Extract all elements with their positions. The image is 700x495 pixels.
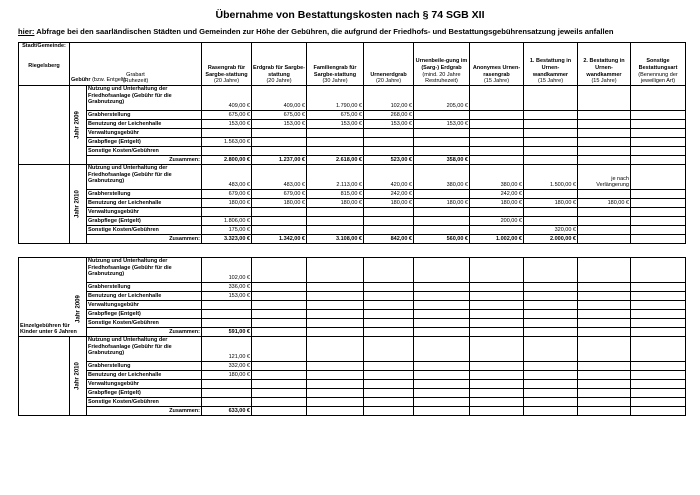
total-cell: 1.237,00 € [252, 156, 307, 165]
year-2009-label: Jahr 2009 [70, 86, 87, 165]
table-row [19, 407, 686, 416]
table-row [19, 301, 686, 310]
cell: 180,00 € [414, 199, 470, 208]
table-row [19, 362, 686, 371]
row-label-nutzung: Nutzung und Unterhaltung der Friedhofsanlage (Gebühr für die Grabnutzung) [87, 337, 202, 362]
cell: 180,00 € [307, 199, 364, 208]
table-row [19, 328, 686, 337]
cell: 409,00 € [202, 86, 252, 111]
gebuehr-label: Gebühr [71, 77, 91, 84]
row-label-sonstige: Sonstige Kosten/Gebühren [87, 226, 202, 235]
total-cell: 591,00 € [202, 328, 252, 337]
table-row [19, 156, 686, 165]
cell: 1.563,00 € [202, 138, 252, 147]
city-cell [19, 43, 70, 86]
total-cell: 2.618,00 € [307, 156, 364, 165]
table-row [19, 319, 686, 328]
child-year-2010-label: Jahr 2010 [70, 337, 87, 416]
cell: 380,00 € [470, 165, 524, 190]
col-header-1: Rasengrab für Sargbe-stattung (20 Jahre) [202, 43, 252, 86]
total-cell: 2.800,00 € [202, 156, 252, 165]
table-row [19, 398, 686, 407]
row-label-nutzung: Nutzung und Unterhaltung der Friedhofsanlage (Gebühr für die Grabnutzung) [87, 258, 202, 283]
table-row [19, 235, 686, 244]
cell: 153,00 € [202, 292, 252, 301]
document-title: Übernahme von Bestattungskosten nach § 74 SGB XII [215, 9, 485, 21]
cell: 420,00 € [364, 165, 414, 190]
cell: 180,00 € [202, 371, 252, 380]
row-label-verwaltung: Verwaltungsgebühr [87, 208, 202, 217]
table-row [19, 199, 686, 208]
row-label-grabherstellung: Grabherstellung [87, 362, 202, 371]
row-label-grabherstellung: Grabherstellung [87, 283, 202, 292]
child-label: Einzelgebühren für Kinder unter 6 Jahren [20, 322, 77, 336]
row-label-zusammen: Zusammen: [87, 156, 202, 165]
cell: 175,00 € [202, 226, 252, 235]
table-row [19, 389, 686, 398]
row-label-zusammen: Zusammen: [87, 407, 202, 416]
table-row [19, 337, 686, 362]
table-row [19, 86, 686, 111]
cell: 675,00 € [202, 111, 252, 120]
total-cell: 560,00 € [414, 235, 470, 244]
cell: 180,00 € [202, 199, 252, 208]
gebuehr-suffix: (bzw. Entgelt) [90, 77, 126, 84]
subtitle-text: Abfrage bei den saarländischen Städten und Gemeinden zur Höhe der Gebühren, die aufgrund der Friedhofs- und Bestattungsgebührensatzung jeweils anfallen [34, 27, 614, 36]
cell: 200,00 € [470, 217, 524, 226]
table-row [19, 111, 686, 120]
year-2010-label: Jahr 2010 [70, 165, 87, 244]
col-header-9: Sonstige Bestattungsart (Benennung der jeweiligen Art) [631, 43, 686, 86]
row-label-zusammen: Zusammen: [87, 235, 202, 244]
table-row [19, 258, 686, 283]
total-cell: 633,00 € [202, 407, 252, 416]
total-cell: 2.000,00 € [524, 235, 578, 244]
cell: 180,00 € [470, 199, 524, 208]
row-label-grabherstellung: Grabherstellung [87, 111, 202, 120]
cell: 180,00 € [578, 199, 631, 208]
cell: 153,00 € [202, 120, 252, 129]
col-header-7: 1. Bestattung in Urnen-wandkammer (15 Jahre) [524, 43, 578, 86]
total-cell: 842,00 € [364, 235, 414, 244]
col-header-4: Urnenerdgrab (20 Jahre) [364, 43, 414, 86]
note-cell: je nach Verlängerung [578, 165, 631, 190]
cell: 268,00 € [364, 111, 414, 120]
row-label-sonstige: Sonstige Kosten/Gebühren [87, 147, 202, 156]
table-row [19, 292, 686, 301]
cell: 380,00 € [414, 165, 470, 190]
table-row [19, 283, 686, 292]
main-fee-table [18, 42, 686, 244]
document-subtitle [18, 27, 698, 36]
cell: 1.790,00 € [307, 86, 364, 111]
cell: 205,00 € [414, 86, 470, 111]
row-label-leichenhalle: Benutzung der Leichenhalle [87, 292, 202, 301]
cell: 242,00 € [470, 190, 524, 199]
total-cell: 3.323,00 € [202, 235, 252, 244]
city-name: Riegelsberg [28, 63, 60, 70]
cell: 483,00 € [202, 165, 252, 190]
col-header-5: Urnenbeile-gung im (Sarg-) Erdgrab (mind. 20 Jahre Restruhezeit) [414, 43, 470, 86]
grabart-header [70, 43, 202, 86]
child-year-2009-label: Jahr 2009 [75, 295, 82, 323]
table-row [19, 190, 686, 199]
row-label-leichenhalle: Benutzung der Leichenhalle [87, 120, 202, 129]
ruhezeit-label: (Ruhezeit) [122, 78, 149, 85]
grabart-label: Grabart [126, 71, 145, 78]
col-header-2: Erdgrab für Sargbe-stattung (20 Jahre) [252, 43, 307, 86]
total-cell: 1.002,00 € [470, 235, 524, 244]
total-cell: 358,00 € [414, 156, 470, 165]
row-label-nutzung: Nutzung und Unterhaltung der Friedhofsanlage (Gebühr für die Grabnutzung) [87, 86, 202, 111]
cell: 102,00 € [364, 86, 414, 111]
table-row [19, 226, 686, 235]
cell: 180,00 € [364, 199, 414, 208]
table-row [19, 147, 686, 156]
cell: 180,00 € [524, 199, 578, 208]
cell: 102,00 € [202, 258, 252, 283]
row-label-zusammen: Zusammen: [87, 328, 202, 337]
row-label-sonstige: Sonstige Kosten/Gebühren [87, 319, 202, 328]
cell: 320,00 € [524, 226, 578, 235]
cell: 242,00 € [364, 190, 414, 199]
row-label-leichenhalle: Benutzung der Leichenhalle [87, 371, 202, 380]
table-row [19, 310, 686, 319]
cell: 1.500,00 € [524, 165, 578, 190]
cell: 679,00 € [202, 190, 252, 199]
cell: 336,00 € [202, 283, 252, 292]
col-header-8: 2. Bestattung in Urnen-wandkammer (15 Jahre) [578, 43, 631, 86]
table-row [19, 380, 686, 389]
cell: 675,00 € [252, 111, 307, 120]
header-row [19, 43, 686, 86]
cell: 1.806,00 € [202, 217, 252, 226]
city-label: Stadt/Gemeinde: [22, 43, 66, 49]
child-year-2009-block [19, 258, 87, 337]
total-cell: 1.342,00 € [252, 235, 307, 244]
col-header-6: Anonymes Urnen-rasengrab (15 Jahre) [470, 43, 524, 86]
row-label-grabpflege: Grabpflege (Entgelt) [87, 389, 202, 398]
cell: 2.113,00 € [307, 165, 364, 190]
row-label-grabpflege: Grabpflege (Entgelt) [87, 138, 202, 147]
cell: 679,00 € [252, 190, 307, 199]
row-label-verwaltung: Verwaltungsgebühr [87, 129, 202, 138]
row-label-grabherstellung: Grabherstellung [87, 190, 202, 199]
row-label-verwaltung: Verwaltungsgebühr [87, 301, 202, 310]
subtitle-prefix: hier: [18, 27, 35, 36]
row-label-leichenhalle: Benutzung der Leichenhalle [87, 199, 202, 208]
table-row [19, 217, 686, 226]
cell: 153,00 € [364, 120, 414, 129]
table-row [19, 371, 686, 380]
table-row [19, 120, 686, 129]
row-label-nutzung: Nutzung und Unterhaltung der Friedhofsanlage (Gebühr für die Grabnutzung) [87, 165, 202, 190]
row-label-grabpflege: Grabpflege (Entgelt) [87, 217, 202, 226]
table-row [19, 129, 686, 138]
cell: 675,00 € [307, 111, 364, 120]
row-label-grabpflege: Grabpflege (Entgelt) [87, 310, 202, 319]
cell: 815,00 € [307, 190, 364, 199]
cell: 180,00 € [252, 199, 307, 208]
col-header-3: Familiengrab für Sargbe-stattung (30 Jahre) [307, 43, 364, 86]
cell: 121,00 € [202, 337, 252, 362]
cell: 332,00 € [202, 362, 252, 371]
cell: 153,00 € [414, 120, 470, 129]
child-fee-table [18, 257, 686, 416]
cell: 153,00 € [252, 120, 307, 129]
row-label-sonstige: Sonstige Kosten/Gebühren [87, 398, 202, 407]
total-cell: 3.108,00 € [307, 235, 364, 244]
table-row [19, 138, 686, 147]
cell: 483,00 € [252, 165, 307, 190]
table-row [19, 208, 686, 217]
total-cell: 523,00 € [364, 156, 414, 165]
table-row [19, 165, 686, 190]
cell: 153,00 € [307, 120, 364, 129]
cell: 409,00 € [252, 86, 307, 111]
row-label-verwaltung: Verwaltungsgebühr [87, 380, 202, 389]
